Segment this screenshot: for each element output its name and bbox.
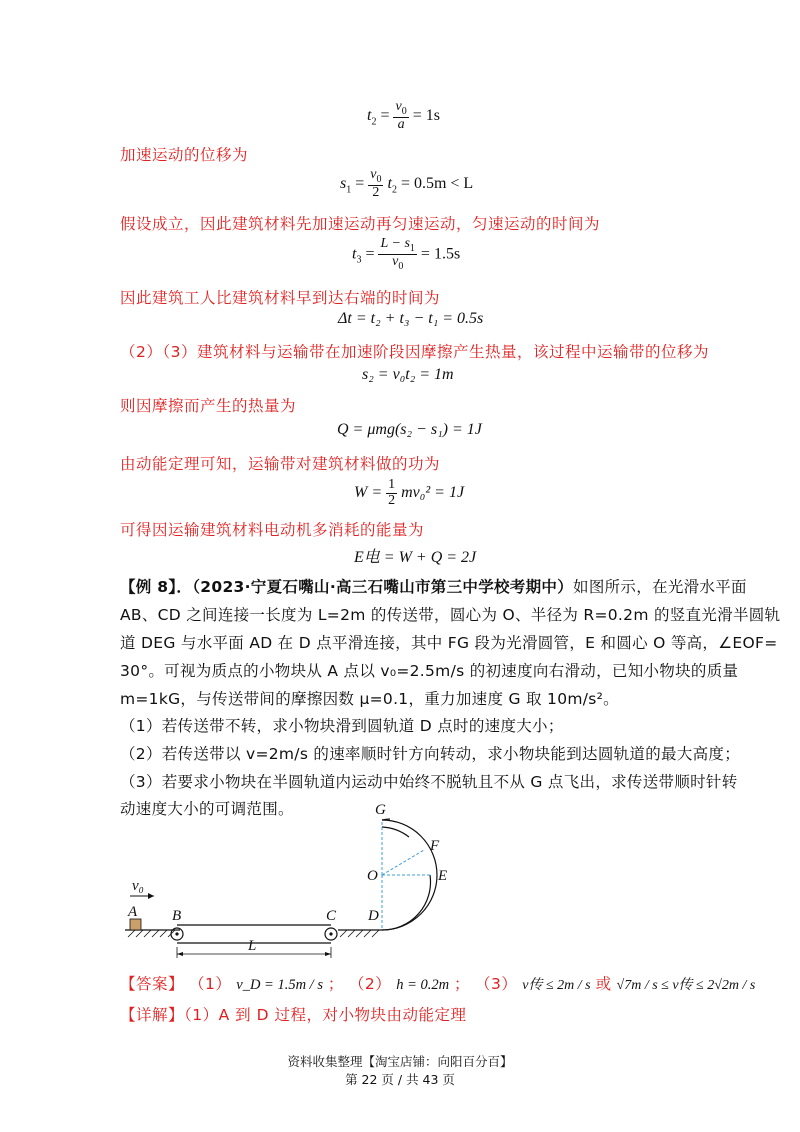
detail-line: 【详解】（1）A 到 D 过程，对小物块由动能定理: [120, 1006, 467, 1024]
equation-Q: Q = μmg(s₂ − s₁) = 1J: [337, 421, 482, 438]
text-accel-displacement: 加速运动的位移为: [120, 146, 249, 164]
label-A: A: [128, 904, 138, 920]
label-B: B: [172, 908, 182, 924]
text-earlier-time: 因此建筑工人比建筑材料早到达右端的时间为: [120, 289, 441, 307]
label-C: C: [326, 908, 337, 924]
question-3b: 动速度大小的可调范围。: [120, 800, 294, 818]
label-E: E: [438, 868, 448, 884]
equation-t3: $t_3$ = $\frac{L - s_1}{v_0}$ = 1.5s: [352, 236, 461, 273]
footer-source: 资料收集整理【淘宝店铺：向阳百分百】: [287, 1054, 513, 1069]
text-friction-heat: 则因摩擦而产生的热量为: [120, 397, 297, 415]
label-D: D: [368, 908, 379, 924]
example-header: 【例 8】．（2023·宁夏石嘴山·高三石嘴山市第三中学校考期中）如图所示，在光滑水平面: [120, 578, 747, 596]
equation-W: W = $\frac{1}{2}$ mv₀² = 1J: [354, 477, 465, 508]
example-line-3: 道 DEG 与水平面 AD 在 D 点平滑连接，其中 FG 段为光滑圆管，E 和圆心 O 等高，∠EOF=: [120, 634, 778, 652]
label-F: F: [430, 838, 440, 854]
question-3a: （3）若要求小物块在半圆轨道内运动中始终不脱轨且不从 G 点飞出，求传送带顺时针转: [120, 773, 738, 791]
equation-E: E电 = W + Q = 2J: [354, 549, 477, 566]
footer-page-number: 第 22 页 / 共 43 页: [345, 1072, 455, 1087]
text-heat-q23: （2）（3）建筑材料与运输带在加速阶段因摩擦产生热量，该过程中运输带的位移为: [120, 343, 709, 361]
label-O: O: [367, 868, 378, 884]
example-line-4: 30°。可视为质点的小物块从 A 点以 v₀=2.5m/s 的初速度向右滑动，已知小物块的质量: [120, 662, 739, 680]
label-G: G: [375, 802, 386, 818]
physics-diagram: [120, 800, 460, 960]
text-work: 由动能定理可知，运输带对建筑材料做的功为: [120, 455, 441, 473]
equation-s2: s₂ = v₀t₂ = 1m: [362, 366, 454, 383]
label-L: L: [248, 938, 257, 954]
question-1: （1）若传送带不转，求小物块滑到圆轨道 D 点时的速度大小；: [120, 717, 564, 735]
label-v0: v₀: [132, 878, 144, 894]
text-energy: 可得因运输建筑材料电动机多消耗的能量为: [120, 521, 425, 539]
text-assumption: 假设成立，因此建筑材料先加速运动再匀速运动，匀速运动的时间为: [120, 215, 601, 233]
equation-delta-t: Δt = t₂ + t₃ − t₁ = 0.5s: [338, 310, 484, 327]
answer-line: 【答案】 （1） v_D = 1.5m / s ； （2） h = 0.2m ； （3） v传 ≤ 2m / s 或 √7m / s ≤ v传 ≤ 2√2m / s: [120, 975, 756, 993]
question-2: （2）若传送带以 v=2m/s 的速率顺时针方向转动，求小物块能到达圆轨道的最大高度；: [120, 745, 741, 763]
example-line-2: AB、CD 之间连接一长度为 L=2m 的传送带，圆心为 O、半径为 R=0.2m 的竖直光滑半圆轨: [120, 606, 781, 624]
equation-s1: $s_1$ = $\frac{v_0}{2}$ $t_2 = 0.5m < L$: [340, 167, 474, 201]
equation-t2: $t_2$ = $\frac{v_0}{a}$ = 1s: [367, 99, 440, 133]
example-line-5: m=1kG，与传送带间的摩擦因数 μ=0.1，重力加速度 G 取 10m/s²。: [120, 690, 619, 708]
